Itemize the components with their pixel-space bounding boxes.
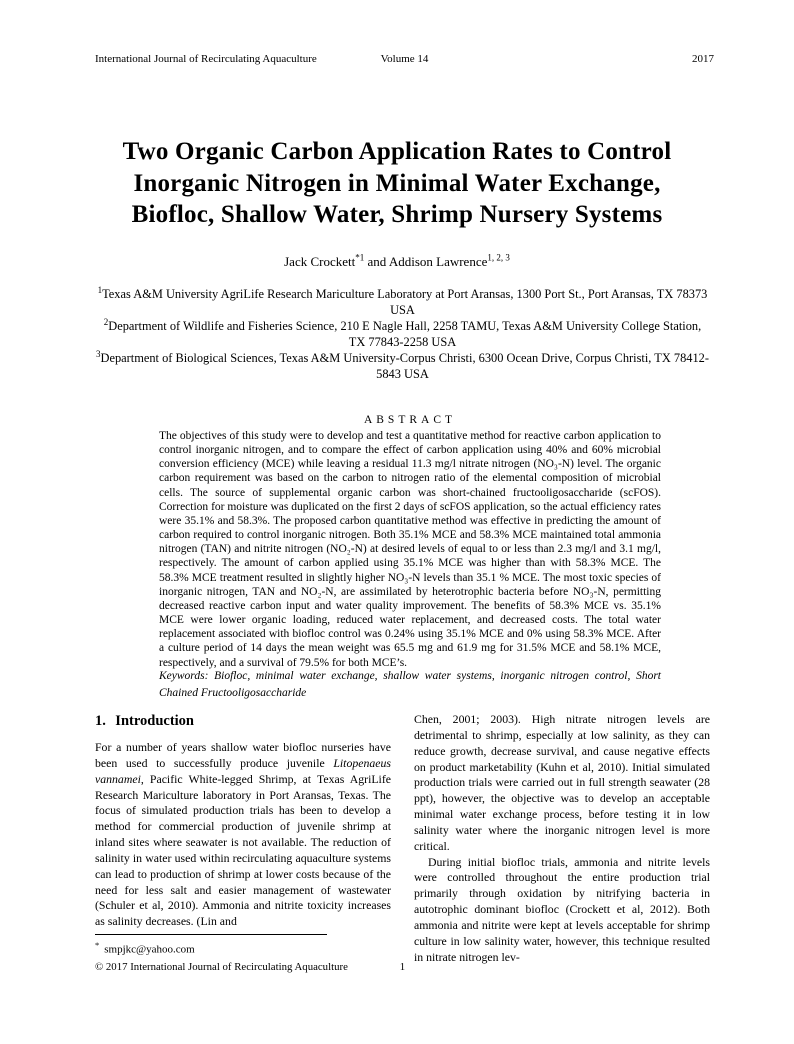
intro-column-left [95,740,391,930]
copyright-notice: © 2017 International Journal of Recirculating Aquaculture [95,961,348,973]
keywords-line: Keywords: Biofloc, minimal water exchange, shallow water systems, inorganic nitrogen control, Short Chained Fructooligosaccharide [159,670,661,699]
intro-paragraph-1-continued: Chen, 2001; 2003). High nitrate nitrogen levels are detrimental to shrimp, especially at low salinity, as they can reduce growth, decrease survival, and cause negative effects on product marketability (Kuhn et al, 2010). Initial simulated production trials were carried out in full strength seawater (28 ppt), however, the objective was to develop an acceptable minimal water exchange process, before testing it in low salinity water where the inorganic nitrogen level is more critical. [414,712,710,853]
corresponding-author-footnote [95,940,391,956]
author-2-name: Addison Lawrence [388,254,488,269]
introduction-heading [95,713,391,730]
affiliation-2-text: Department of Wildlife and Fisheries Science, 210 E Nagle Hall, 2258 TAMU, Texas A&M University College Station, TX 77843-2258 USA [108,318,702,349]
affiliation-1 [95,284,710,319]
species-name-italic: Litopenaeus vannamei [95,755,391,786]
intro-paragraph-2: During initial biofloc trials, ammonia and nitrite levels were controlled throughout the entire production trial primarily through oxidation by nitrifying bacteria in autotrophic dominant biofloc (Crockett et al, 2012). Both ammonia and nitrite were kept at levels acceptable for shrimp culture in low salinity water, however, this technique resulted in nitrate nitrogen lev- [414,854,710,964]
footnote-email: smpjkc@yahoo.com [104,943,195,956]
affiliations [95,284,710,382]
intro-p1-text-b: , Pacific White-legged Shrimp, at Texas AgriLife Research Mariculture laboratory in Port Aransas, Texas. The focus of simulated production trials has been to develop a method for commercial production of juvenile shrimp at inland sites where seawater is not available. The reduction of salinity in water used within recirculating aquaculture systems can lead to production of shrimp at lower costs because of the need for less salt and easier management of wastewater (Schuler et al, 2010). Ammonia and nitrite toxicity increases as salinity decreases. (Lin and [95,771,391,929]
author-line [0,254,794,270]
affiliation-1-marker: 1 [97,284,103,295]
affiliation-3 [95,348,710,383]
footnote-marker: * [95,940,100,950]
year-label: 2017 [692,53,714,65]
abstract-text: The objectives of this study were to develop and test a quantitative method for reactive carbon application to control inorganic nitrogen, and to compare the effect of carbon application using 40% and 60% microbial conversion efficiency (MCE) while leaving a residual 11.3 mg/l nitrate nitrogen (NO₃-N) level. The organic carbon requirement was based on the carbon to nitrogen ratio of the elemental composition of microbial cells. The source of supplemental organic carbon was short-chained fructooligosaccharide (scFOS). Correction for moisture was duplicated on the first 2 days of scFOS application, so the actual efficiency rates were 35.1% and 58.3%. The proposed carbon quantitative method was effective in predicting the amount of carbon required to control inorganic nitrogen. Both 35.1% MCE and 58.3% MCE maintained total ammonia nitrogen (TAN) and nitrite nitrogen (NO₂-N) at desired levels of equal to or less than 2.3 mg/l and 3.1 mg/l, respectively. The amount of carbon applied using 35.1% MCE was higher than with 58.3% MCE. The 58.3% MCE treatment resulted in slightly higher NO₃-N levels than 35.1 % MCE. The most toxic species of inorganic nitrogen, TAN and NO₂-N, are assimilated by heterotrophic bacteria before NO₃-N, permitting decreased reactive carbon input and water quality improvement. The benefits of 58.3% MCE vs. 35.1% MCE were lower organic loading, reduced water replacement, and decreased costs. The total water replacement associated with biofloc control was 0.24% using 35.1% MCE and 0% using 58.3% MCE. After a culture period of 14 days the mean weight was 65.5 mg and 61.9 mg for 31.5% MCE and 58.1% MCE, respectively, and a survival of 79.5% for both MCE’s. [159,430,661,669]
intro-column-right [414,712,710,966]
article-title [60,136,734,231]
affiliation-1-text: Texas A&M University AgriLife Research Mariculture Laboratory at Port Aransas, 1300 Port St., Port Aransas, TX 78373 USA [102,287,708,317]
author-2-superscript: 1, 2, 3 [487,252,510,263]
affiliation-3-text: Department of Biological Sciences, Texas A&M University-Corpus Christi, 6300 Ocean Drive, Corpus Christi, TX 78412-5843 USA [100,350,709,381]
section-number: 1. [95,713,106,729]
title-line-3: Biofloc, Shallow Water, Shrimp Nursery Systems [131,201,663,228]
volume-label: Volume 14 [380,53,429,65]
abstract-heading: ABSTRACT [363,414,457,426]
intro-p1-text-a: For a number of years shallow water biofloc nurseries have been used to successfully produce juvenile [95,740,391,770]
affiliation-3-marker: 3 [96,348,101,359]
page-number: 1 [399,961,406,973]
affiliation-2 [95,316,710,351]
author-1-superscript: *1 [355,252,365,263]
author-1-name: Jack Crockett [284,254,356,269]
title-line-2: Inorganic Nitrogen in Minimal Water Exchange, [133,169,661,197]
journal-name: International Journal of Recirculating Aquaculture [95,53,317,65]
author-separator: and [364,254,389,269]
intro-paragraph-1 [95,740,391,930]
affiliation-2-marker: 2 [103,316,109,327]
section-title: Introduction [115,713,194,729]
title-line-1: Two Organic Carbon Application Rates to Control [122,138,672,165]
footnote-divider [95,934,327,935]
